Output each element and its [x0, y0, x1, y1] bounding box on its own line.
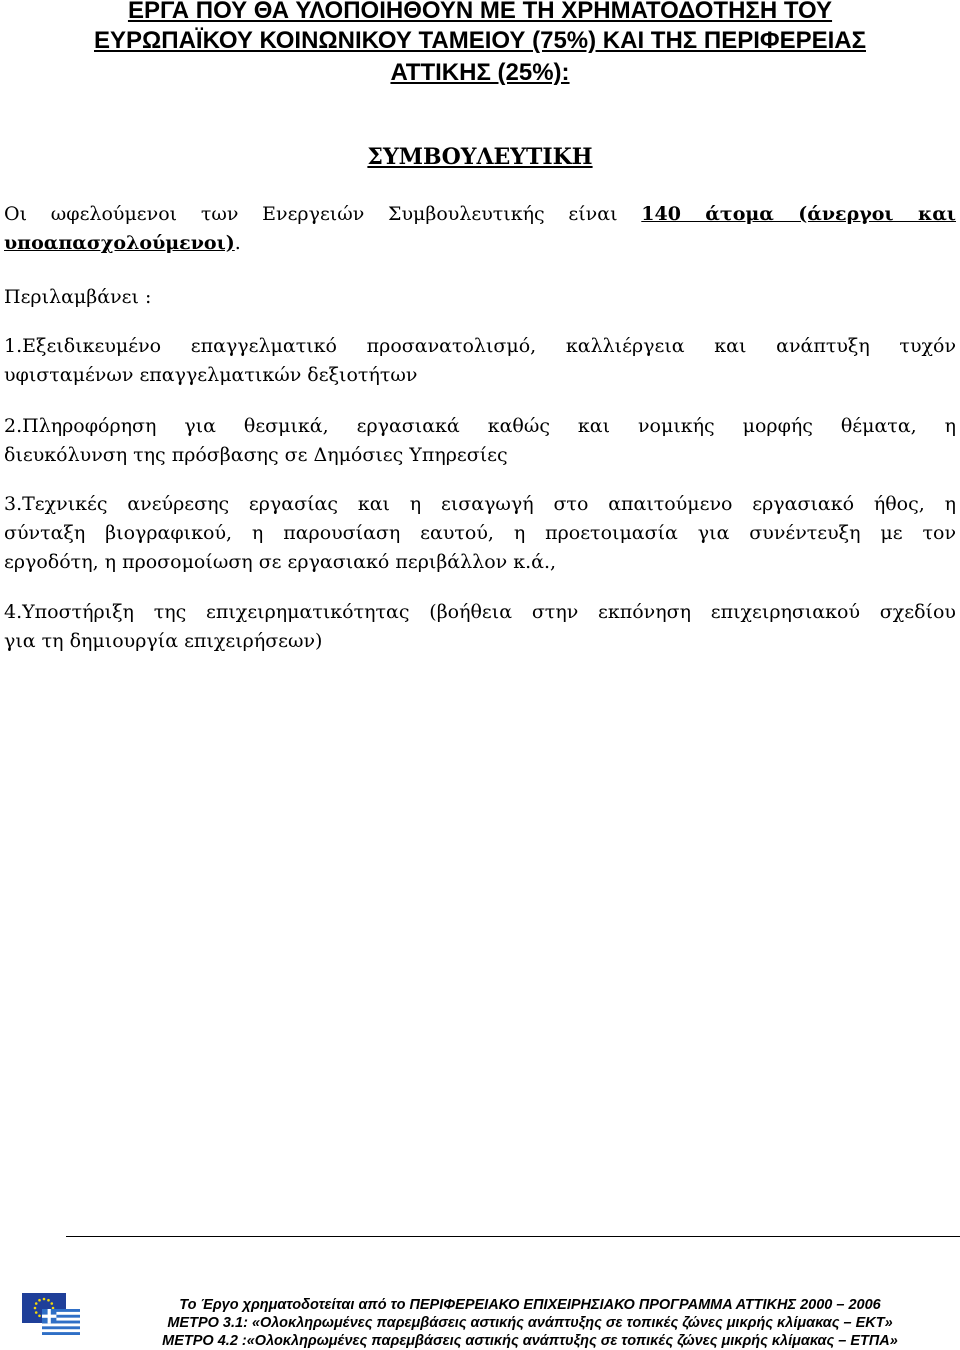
intro-emphasis-1: 140 άτομα (άνεργοι και	[641, 203, 957, 225]
list-item-2-line-1: 2.Πληροφόρηση για θεσμικά, εργασιακά καθώς και νομικής μορφής θέματα, η	[4, 415, 956, 437]
footer-funding-line: Το Έργο χρηματοδοτείται από το ΠΕΡΙΦΕΡΕΙΑΚΟ ΕΠΙΧΕΙΡΗΣΙΑΚΟ ΠΡΟΓΡΑΜΜΑ ΑΤΤΙΚΗΣ 2000 – 2006	[179, 1297, 881, 1313]
heading-line-2: ΕΥΡΩΠΑΪΚΟΥ ΚΟΙΝΩΝΙΚΟΥ ΤΑΜΕΙΟΥ (75%) ΚΑΙ ΤΗΣ ΠΕΡΙΦΕΡΕΙΑΣ	[94, 27, 866, 54]
heading-line-3: ΑΤΤΙΚΗΣ (25%):	[390, 59, 570, 86]
list-item-2	[4, 412, 956, 470]
list-item-1-line-2: υφισταμένων επαγγελματικών δεξιοτήτων	[4, 364, 418, 386]
section-title: ΣΥΜΒΟΥΛΕΥΤΙΚΗ	[367, 144, 593, 170]
eu-star	[35, 1302, 38, 1305]
eu-star	[43, 1298, 46, 1301]
intro-end: .	[234, 232, 241, 254]
footer-measure-4-2: ΜΕΤΡΟ 4.2 :«Ολοκληρωμένες παρεμβάσεις αστικής ανάπτυξης σε τοπικές ζώνες μικρής κλίμακας – ΕΤΠΑ»	[162, 1333, 898, 1349]
eu-star	[50, 1302, 53, 1305]
list-item-3	[4, 490, 956, 577]
list-item-1	[4, 332, 956, 390]
list-item-4-line-2: για τη δημιουργία επιχειρήσεων)	[4, 630, 323, 652]
eu-star	[38, 1299, 41, 1302]
list-item-3-line-1: 3.Τεχνικές ανεύρεσης εργασίας και η εισαγωγή στο απαιτούμενο εργασιακό ήθος, η	[4, 493, 956, 515]
list-item-4	[4, 598, 956, 656]
intro-emphasis-2: υποαπασχολούμενοι)	[4, 232, 235, 254]
intro-line-2	[4, 229, 956, 258]
list-item-2-line-2: διευκόλυνση της πρόσβασης σε Δημόσιες Υπηρεσίες	[4, 444, 508, 466]
intro-line-1	[4, 200, 956, 229]
eu-star	[38, 1314, 41, 1317]
list-item-4-line-1: 4.Υποστήριξη της επιχειρηματικότητας (βοήθεια στην εκπόνηση επιχειρησιακού σχεδίου	[4, 601, 956, 623]
includes-label: Περιλαμβάνει :	[4, 286, 152, 308]
eu-star	[35, 1311, 38, 1314]
eu-star	[47, 1299, 50, 1302]
eu-star	[34, 1307, 37, 1310]
list-item-3-line-2: σύνταξη βιογραφικού, η παρουσίαση εαυτού, η προετοιμασία για συνέντευξη με τον	[4, 522, 956, 544]
footer-divider	[66, 1236, 960, 1237]
intro-text: Οι ωφελούμενοι των Ενεργειών Συμβουλευτικής είναι	[4, 203, 618, 225]
footer-measure-3-1: ΜΕΤΡΟ 3.1: «Ολοκληρωμένες παρεμβάσεις αστικής ανάπτυξης σε τοπικές ζώνες μικρής κλίμακας – ΕΚΤ»	[167, 1315, 893, 1331]
heading-line-1: ΕΡΓΑ ΠΟΥ ΘΑ ΥΛΟΠΟΙΗΘΟΥΝ ΜΕ ΤΗ ΧΡΗΜΑΤΟΔΟΤΗΣΗ ΤΟΥ	[127, 0, 833, 24]
list-item-1-line-1: 1.Εξειδικευμένο επαγγελματικό προσανατολισμό, καλλιέργεια και ανάπτυξη τυχόν	[4, 335, 956, 357]
list-item-3-line-3: εργοδότη, η προσομοίωση σε εργασιακό περιβάλλον κ.ά.,	[4, 551, 557, 573]
greek-flag-icon	[42, 1309, 80, 1335]
footer-logos	[14, 1293, 84, 1339]
intro-paragraph	[4, 200, 956, 258]
